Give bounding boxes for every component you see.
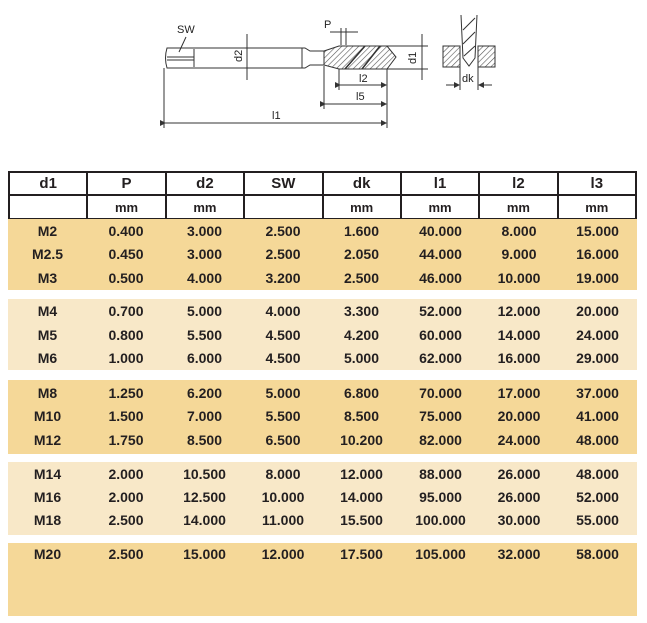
cell-l1: 40.000	[419, 223, 462, 239]
cell-p: 0.800	[108, 327, 144, 343]
cell-l2: 24.000	[497, 432, 541, 448]
cell-sw: 5.500	[265, 408, 301, 424]
cell-dk: 17.500	[340, 546, 383, 562]
tap-dimensions-table-header	[8, 171, 637, 220]
cell-l1: 88.000	[419, 466, 462, 482]
cell-d1: M2.5	[31, 246, 64, 262]
table-row	[8, 267, 637, 290]
cell-sw: 8.000	[265, 466, 301, 482]
cell-sw: 12.000	[261, 546, 305, 562]
cell-l3: 37.000	[576, 385, 619, 401]
cell-l3: 58.000	[576, 546, 619, 562]
col-header-l3: l3	[558, 172, 636, 195]
unit-p: mm	[87, 195, 165, 219]
table-row	[8, 324, 637, 347]
cell-l1: 62.000	[419, 350, 462, 366]
cell-l2: 16.000	[497, 350, 541, 366]
cell-l3: 19.000	[576, 270, 619, 286]
tap-thread-section	[324, 46, 396, 69]
tap-in-hole-detail	[443, 15, 495, 90]
cell-p: 2.500	[108, 546, 144, 562]
cell-l3: 15.000	[576, 223, 619, 239]
cell-d2: 6.200	[186, 385, 223, 401]
cell-sw: 4.000	[265, 303, 301, 319]
cell-l2: 14.000	[497, 327, 541, 343]
cell-d2: 5.000	[186, 303, 223, 319]
cell-l3: 16.000	[576, 246, 619, 262]
cell-l3: 55.000	[576, 512, 619, 528]
cell-l3: 29.000	[576, 350, 619, 366]
cell-d2: 6.000	[186, 350, 223, 366]
cell-l2: 17.000	[497, 385, 541, 401]
table-row	[8, 382, 637, 405]
header-row	[9, 172, 636, 195]
cell-d2: 10.500	[183, 466, 226, 482]
table-row	[8, 405, 637, 428]
unit-l2: mm	[479, 195, 557, 219]
cell-d2: 3.000	[186, 223, 223, 239]
cell-l3: 48.000	[576, 432, 619, 448]
cell-d1: M10	[33, 408, 62, 424]
sw-label: SW	[177, 24, 195, 36]
unit-l1: mm	[401, 195, 479, 219]
cell-d2: 14.000	[183, 512, 226, 528]
unit-d1	[9, 195, 87, 219]
unit-d2: mm	[166, 195, 244, 219]
cell-l1: 44.000	[419, 246, 462, 262]
cell-l1: 60.000	[419, 327, 462, 343]
cell-d1: M16	[33, 489, 62, 505]
unit-sw	[244, 195, 322, 219]
col-header-sw: SW	[244, 172, 322, 195]
cell-dk: 1.600	[343, 223, 380, 239]
cell-p: 2.500	[108, 512, 144, 528]
cell-dk: 4.200	[343, 327, 380, 343]
cell-l3: 41.000	[576, 408, 619, 424]
cell-d1: M18	[33, 512, 62, 528]
dk-label: dk	[462, 73, 474, 85]
cell-l1: 105.000	[415, 546, 466, 562]
cell-dk: 10.200	[340, 432, 383, 448]
cell-l3: 24.000	[576, 327, 619, 343]
cell-l2: 26.000	[497, 466, 541, 482]
cell-d1: M6	[37, 350, 58, 366]
cell-p: 2.000	[108, 489, 144, 505]
cell-p: 0.500	[108, 270, 144, 286]
cell-p: 1.250	[108, 385, 144, 401]
cell-p: 0.700	[108, 303, 144, 319]
p-label: P	[324, 19, 332, 31]
cell-l3: 48.000	[576, 466, 619, 482]
cell-p: 2.000	[108, 466, 144, 482]
cell-p: 0.400	[108, 223, 144, 239]
cell-sw: 6.500	[265, 432, 301, 448]
unit-l3: mm	[558, 195, 636, 219]
d2-label: d2	[233, 49, 245, 62]
cell-sw: 2.500	[265, 246, 301, 262]
cell-d2: 3.000	[186, 246, 223, 262]
cell-sw: 3.200	[265, 270, 301, 286]
cell-l2: 32.000	[497, 546, 541, 562]
col-header-p: P	[87, 172, 165, 195]
cell-d1: M12	[33, 432, 62, 448]
unit-dk: mm	[323, 195, 401, 219]
cell-sw: 4.500	[265, 327, 301, 343]
cell-d2: 7.000	[186, 408, 223, 424]
cell-l1: 52.000	[419, 303, 462, 319]
cell-l3: 20.000	[576, 303, 619, 319]
cell-d1: M14	[33, 466, 62, 482]
col-header-l1: l1	[401, 172, 479, 195]
cell-d1: M5	[37, 327, 58, 343]
l1-label: l1	[272, 110, 281, 122]
cell-l1: 75.000	[419, 408, 462, 424]
cell-l2: 20.000	[497, 408, 541, 424]
cell-dk: 6.800	[343, 385, 380, 401]
cell-sw: 5.000	[265, 385, 301, 401]
col-header-l2: l2	[479, 172, 557, 195]
l5-label: l5	[356, 91, 365, 103]
cell-dk: 8.500	[343, 408, 380, 424]
table-row	[8, 243, 637, 266]
table-row	[8, 347, 637, 370]
d1-label: d1	[407, 51, 419, 64]
cell-d1: M2	[37, 223, 58, 239]
table-row	[8, 543, 637, 566]
cell-l1: 95.000	[419, 489, 462, 505]
cell-l1: 46.000	[419, 270, 462, 286]
table-row	[8, 486, 637, 509]
cell-dk: 3.300	[343, 303, 380, 319]
cell-d1: M4	[37, 303, 58, 319]
table-row	[8, 300, 637, 323]
cell-l2: 12.000	[497, 303, 541, 319]
col-header-dk: dk	[323, 172, 401, 195]
cell-sw: 11.000	[261, 512, 305, 528]
cell-l2: 9.000	[501, 246, 537, 262]
cell-dk: 2.500	[343, 270, 380, 286]
cell-l2: 8.000	[501, 223, 537, 239]
table-row	[8, 429, 637, 452]
cell-d2: 15.000	[183, 546, 226, 562]
l2-label: l2	[359, 73, 368, 85]
cell-dk: 14.000	[340, 489, 383, 505]
cell-l1: 70.000	[419, 385, 462, 401]
cell-dk: 12.000	[340, 466, 383, 482]
cell-d2: 12.500	[183, 489, 226, 505]
cell-l3: 52.000	[576, 489, 619, 505]
cell-l2: 26.000	[497, 489, 541, 505]
cell-d2: 4.000	[186, 270, 223, 286]
cell-l2: 30.000	[497, 512, 541, 528]
cell-dk: 5.000	[343, 350, 380, 366]
cell-d1: M20	[33, 546, 62, 562]
cell-sw: 4.500	[265, 350, 301, 366]
cell-dk: 15.500	[340, 512, 383, 528]
cell-d1: M8	[37, 385, 58, 401]
cell-p: 0.450	[108, 246, 144, 262]
tap-technical-drawing	[150, 0, 500, 135]
cell-d1: M3	[37, 270, 58, 286]
cell-d2: 8.500	[186, 432, 223, 448]
cell-l1: 82.000	[419, 432, 462, 448]
table-row	[8, 463, 637, 486]
cell-d2: 5.500	[186, 327, 223, 343]
cell-p: 1.000	[108, 350, 144, 366]
cell-p: 1.750	[108, 432, 144, 448]
table-row	[8, 220, 637, 243]
cell-l1: 100.000	[415, 512, 466, 528]
col-header-d2: d2	[166, 172, 244, 195]
table-row	[8, 509, 637, 532]
cell-l2: 10.000	[497, 270, 541, 286]
col-header-d1: d1	[9, 172, 87, 195]
cell-p: 1.500	[108, 408, 144, 424]
units-row	[9, 195, 636, 219]
cell-dk: 2.050	[343, 246, 380, 262]
cell-sw: 2.500	[265, 223, 301, 239]
cell-sw: 10.000	[261, 489, 305, 505]
